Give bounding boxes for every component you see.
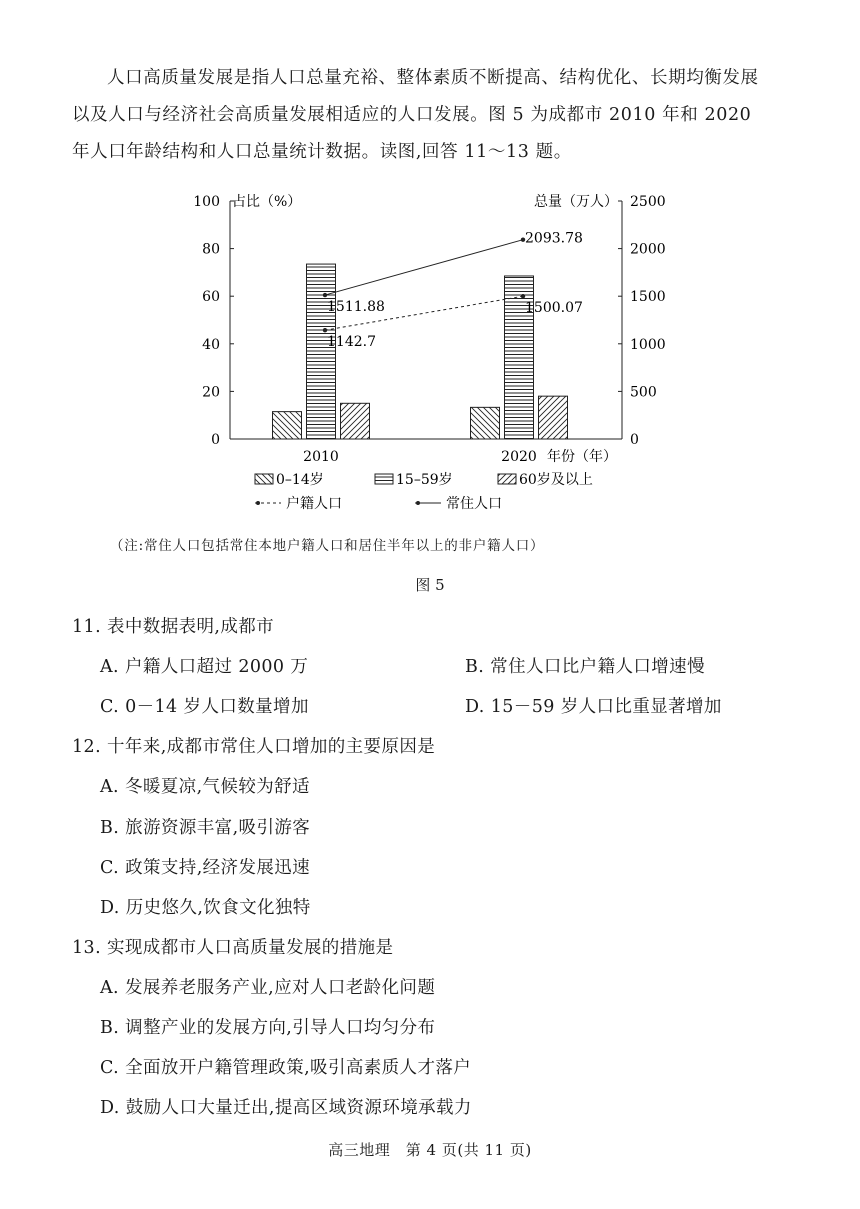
line-data-label: 1142.7	[327, 334, 376, 351]
line-changzhu	[325, 240, 523, 295]
right-axis-tick-label: 0	[630, 432, 639, 448]
figure-caption: 图 5	[415, 576, 445, 594]
legend-line-label-0: 户籍人口	[286, 496, 342, 512]
left-axis-tick-label: 100	[193, 194, 220, 210]
question-12-option-c: C. 政策支持,经济发展迅速	[100, 858, 311, 878]
question-13-option-d: D. 鼓励人口大量迁出,提高区域资源环境承载力	[100, 1098, 472, 1118]
right-axis-tick-label: 2000	[630, 241, 666, 258]
chart-note: （注:常住人口包括常住本地户籍人口和居住半年以上的非户籍人口）	[110, 538, 545, 554]
intro-line-3: 年人口年龄结构和人口总量统计数据。读图,回答 11～13 题。	[72, 142, 572, 162]
legend-swatch-1	[375, 474, 393, 484]
bars	[273, 264, 568, 439]
left-axis-tick-label: 60	[202, 289, 220, 306]
question-12-option-d: D. 历史悠久,饮食文化独特	[100, 898, 311, 918]
right-axis-tick-label: 500	[630, 384, 657, 401]
line-point	[323, 328, 327, 332]
left-axis-tick-label: 0	[211, 432, 220, 448]
bar-0-2010	[273, 412, 302, 439]
legend-line-label-1: 常住人口	[446, 496, 502, 512]
question-13-stem: 13. 实现成都市人口高质量发展的措施是	[72, 938, 394, 958]
x-tick-label: 2020	[501, 449, 537, 465]
question-11-option-a: A. 户籍人口超过 2000 万	[100, 657, 309, 677]
line-data-label: 1511.88	[327, 299, 385, 316]
left-axis-tick-label: 40	[202, 336, 220, 353]
bar-1-2010	[307, 264, 336, 439]
legend-swatch-0	[255, 474, 273, 484]
right-axis-tick-label: 2500	[630, 194, 666, 210]
question-12-option-b: B. 旅游资源丰富,吸引游客	[100, 818, 311, 838]
x-axis-title: 年份（年）	[547, 449, 617, 465]
line-data-label: 1500.07	[525, 300, 583, 317]
right-axis-title: 总量（万人）	[534, 194, 618, 210]
question-12-stem: 12. 十年来,成都市常住人口增加的主要原因是	[72, 737, 436, 757]
left-axis-tick-label: 80	[202, 241, 220, 258]
intro-paragraph	[72, 60, 797, 171]
population-chart	[180, 182, 666, 522]
legend	[255, 471, 593, 512]
legend-label-2: 60岁及以上	[519, 472, 593, 488]
legend-line-dot	[256, 501, 260, 505]
line-point	[521, 294, 525, 298]
question-11-option-d: D. 15－59 岁人口比重显著增加	[465, 697, 722, 717]
question-11-stem: 11. 表中数据表明,成都市	[72, 617, 275, 637]
question-13-option-c: C. 全面放开户籍管理政策,吸引高素质人才落户	[100, 1058, 472, 1078]
line-data-label: 2093.78	[525, 230, 583, 247]
question-11-option-c: C. 0－14 岁人口数量增加	[100, 697, 309, 717]
legend-label-1: 15–59岁	[396, 472, 453, 488]
legend-swatch-2	[498, 474, 516, 484]
intro-line-2: 以及人口与经济社会高质量发展相适应的人口发展。图 5 为成都市 2010 年和 2020	[72, 105, 752, 125]
page-footer: 高三地理 第 4 页(共 11 页)	[328, 1141, 532, 1159]
left-axis-tick-label: 20	[202, 384, 220, 401]
axes	[193, 193, 665, 448]
question-11-option-b: B. 常住人口比户籍人口增速慢	[465, 657, 705, 677]
left-axis-title: 占比（%）	[232, 194, 302, 210]
right-axis-tick-label: 1500	[630, 289, 666, 306]
right-axis-tick-label: 1000	[630, 336, 666, 353]
question-13-option-a: A. 发展养老服务产业,应对人口老龄化问题	[100, 978, 436, 998]
population-lines	[323, 237, 525, 332]
x-tick-label: 2010	[303, 449, 339, 465]
question-13-option-b: B. 调整产业的发展方向,引导人口均匀分布	[100, 1018, 436, 1038]
question-12-option-a: A. 冬暖夏凉,气候较为舒适	[100, 777, 310, 797]
bar-0-2020	[471, 407, 500, 439]
legend-line-dot	[416, 501, 420, 505]
bar-2-2020	[539, 396, 568, 439]
line-point	[323, 293, 327, 297]
bar-2-2010	[341, 403, 370, 439]
legend-label-0: 0–14岁	[276, 472, 324, 488]
intro-line-1: 人口高质量发展是指人口总量充裕、整体素质不断提高、结构优化、长期均衡发展	[107, 68, 759, 88]
